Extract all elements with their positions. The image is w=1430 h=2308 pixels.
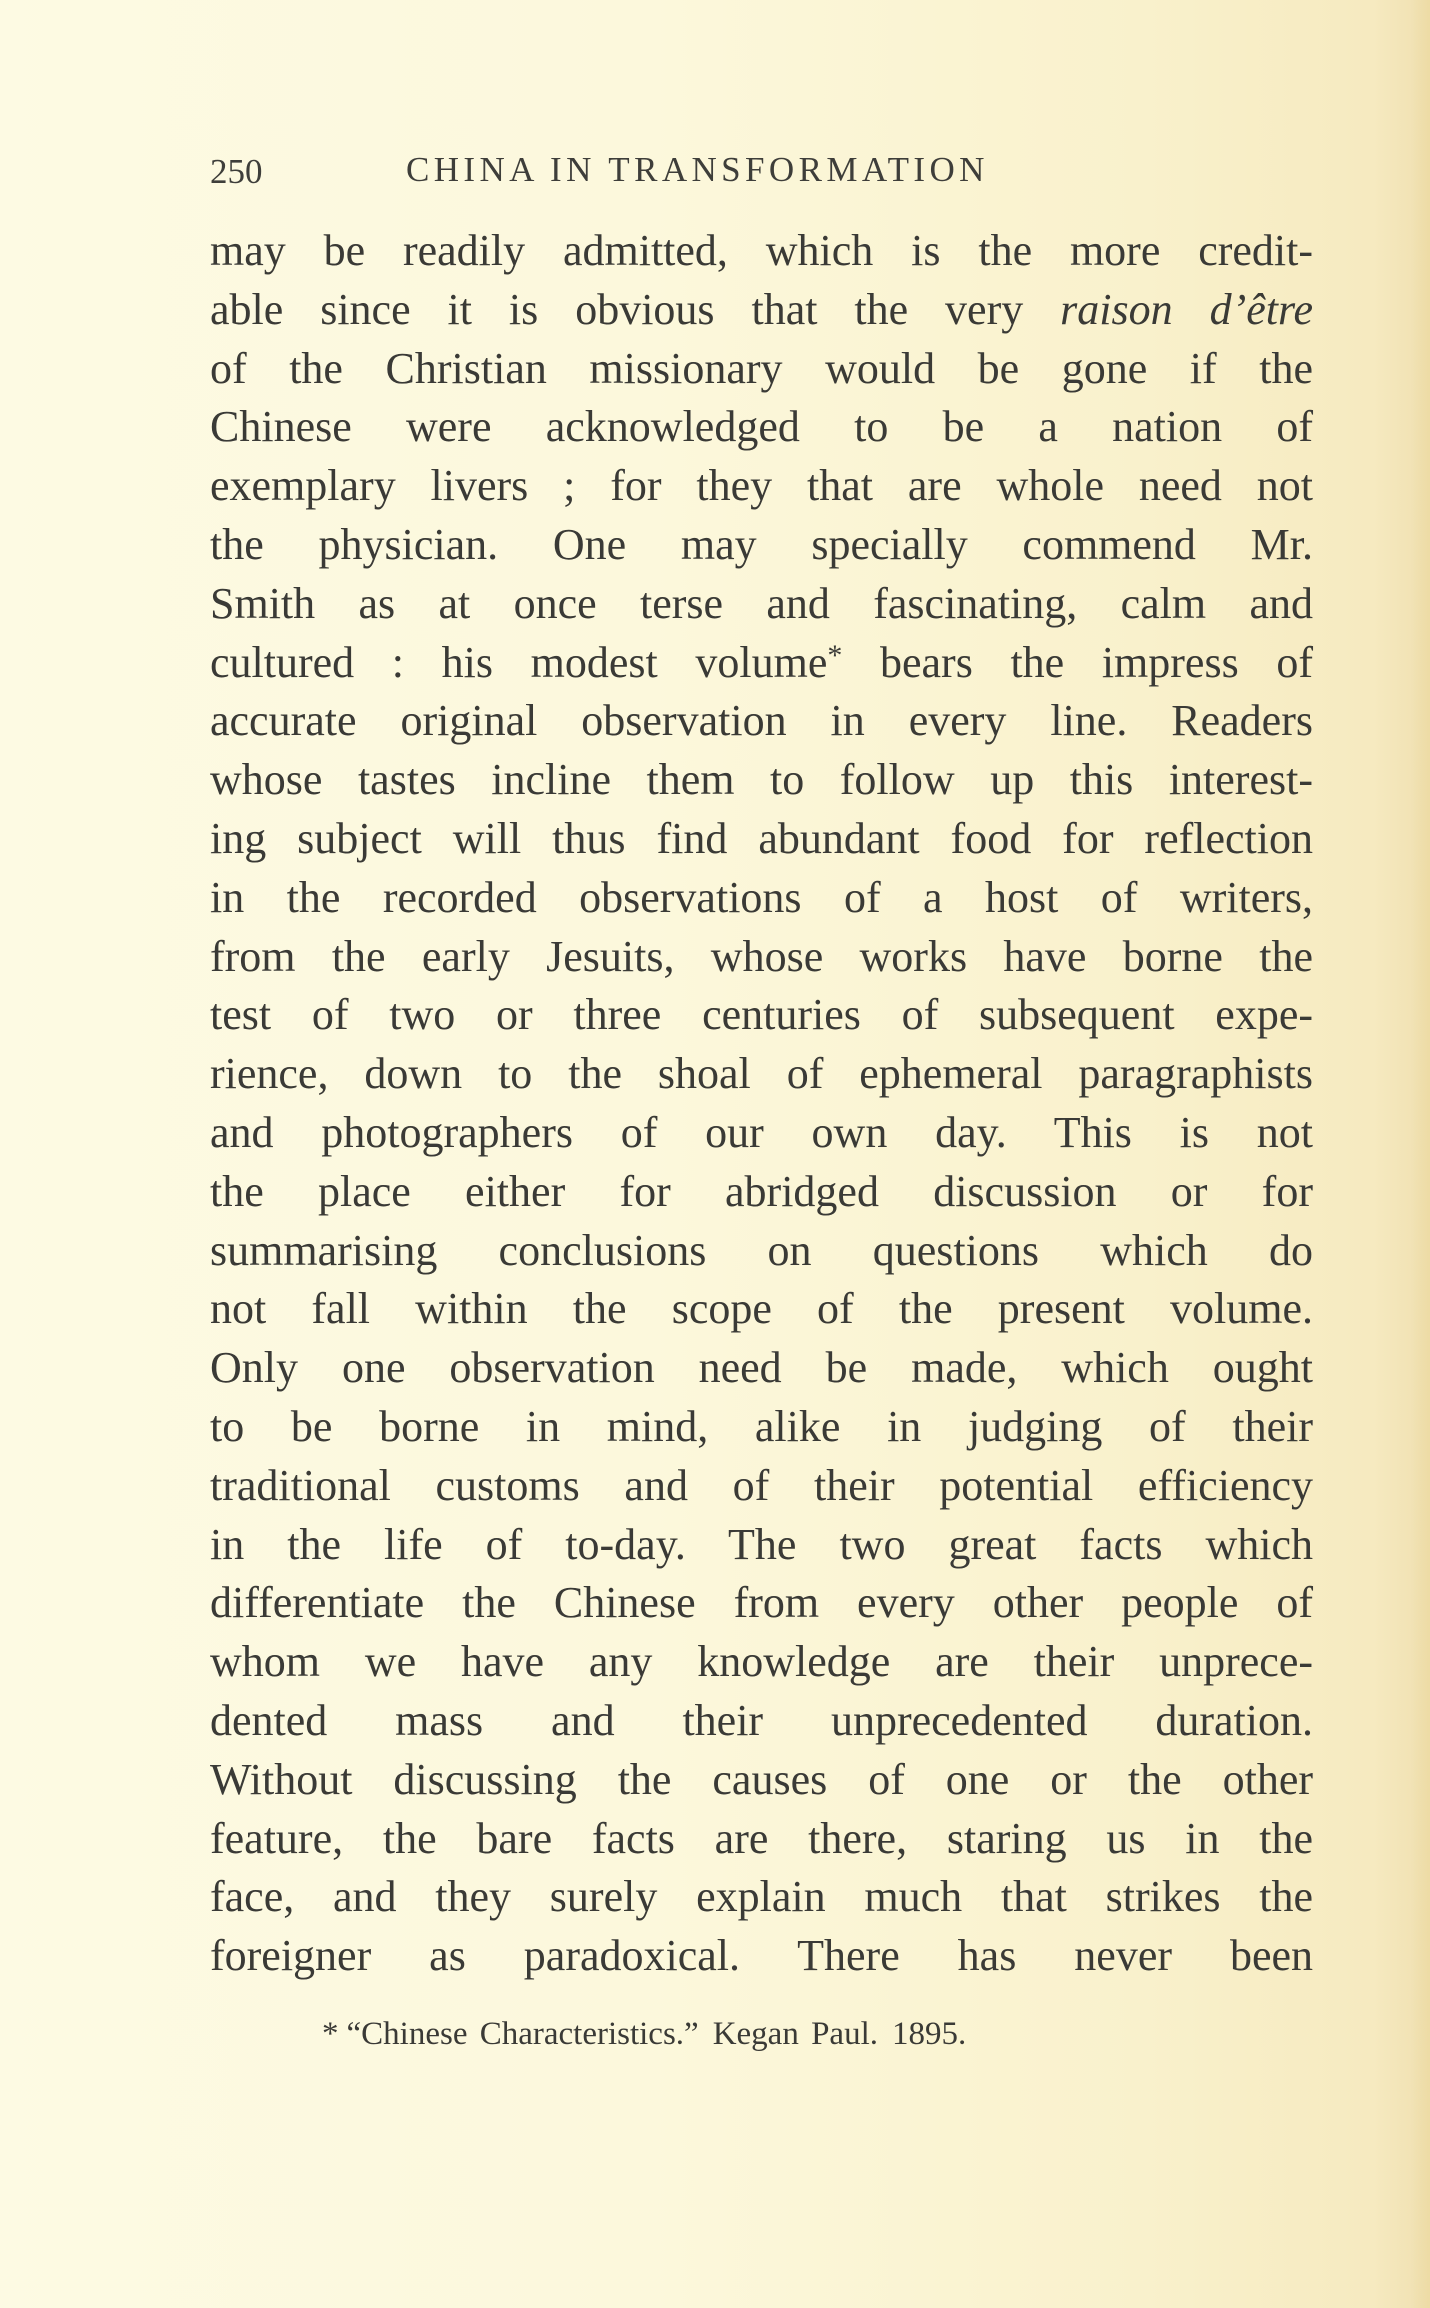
text-line: whose tastes incline them to follow up this interest-: [210, 755, 1313, 805]
text-segment: cultured : his modest volume: [210, 637, 828, 687]
text-line: in the life of to-day. The two great facts which: [210, 1519, 1313, 1569]
text-line: summarising conclusions on questions which do: [210, 1225, 1313, 1275]
running-head: [210, 146, 1130, 196]
footnote-title: “Chinese Characteristics.”: [346, 2016, 699, 2052]
footnote: [322, 2014, 1172, 2054]
text-line: may be readily admitted, which is the more credit-: [210, 226, 1313, 275]
text-line: the place either for abridged discussion or for: [210, 1166, 1313, 1216]
italic-phrase: raison d’être: [1060, 284, 1313, 334]
text-segment: bears the impress of: [842, 637, 1313, 687]
text-line: ing subject will thus find abundant food for reflection: [210, 813, 1313, 863]
text-line: differentiate the Chinese from every other people of: [210, 1578, 1313, 1628]
text-line: of the Christian missionary would be gone if the: [210, 343, 1313, 393]
running-title: CHINA IN TRANSFORMATION: [406, 150, 989, 189]
text-line: feature, the bare facts are there, staring us in the: [210, 1813, 1313, 1863]
text-line: Without discussing the causes of one or the other: [210, 1754, 1313, 1804]
text-line: exemplary livers ; for they that are whole need not: [210, 461, 1313, 511]
text-line: face, and they surely explain much that strikes the: [210, 1872, 1313, 1922]
text-line: rience, down to the shoal of ephemeral paragraphists: [210, 1049, 1313, 1099]
text-line: Only one observation need be made, which ought: [210, 1343, 1313, 1393]
text-line: the physician. One may specially commend Mr.: [210, 519, 1313, 569]
footnote-mark: *: [322, 2016, 339, 2052]
text-segment: able since it is obvious that the very: [210, 284, 1061, 334]
text-line: from the early Jesuits, whose works have borne the: [210, 931, 1313, 981]
text-line: accurate original observation in every line. Readers: [210, 696, 1313, 746]
text-line: [210, 634, 1313, 693]
body-paragraph: [210, 222, 1313, 1986]
text-line: Chinese were acknowledged to be a nation of: [210, 402, 1313, 452]
text-line: whom we have any knowledge are their unprece-: [210, 1637, 1313, 1687]
page-edge-shadow: [1412, 0, 1430, 2308]
text-line: dented mass and their unprecedented duration.: [210, 1695, 1313, 1745]
text-line: and photographers of our own day. This is not: [210, 1107, 1313, 1157]
text-line: foreigner as paradoxical. There has never been: [210, 1931, 1313, 1981]
footnote-publisher: Kegan Paul.: [712, 2016, 878, 2052]
text-line: not fall within the scope of the present volume.: [210, 1284, 1313, 1334]
page-number: 250: [210, 152, 263, 191]
text-line: Smith as at once terse and fascinating, calm and: [210, 578, 1313, 628]
footnote-reference-mark: *: [827, 638, 843, 672]
text-line: to be borne in mind, alike in judging of their: [210, 1401, 1313, 1451]
text-line: [210, 281, 1313, 340]
text-line: traditional customs and of their potential efficiency: [210, 1460, 1313, 1510]
text-line: in the recorded observations of a host of writers,: [210, 872, 1313, 922]
footnote-year: 1895.: [892, 2016, 967, 2052]
text-line: test of two or three centuries of subsequent expe-: [210, 990, 1313, 1040]
